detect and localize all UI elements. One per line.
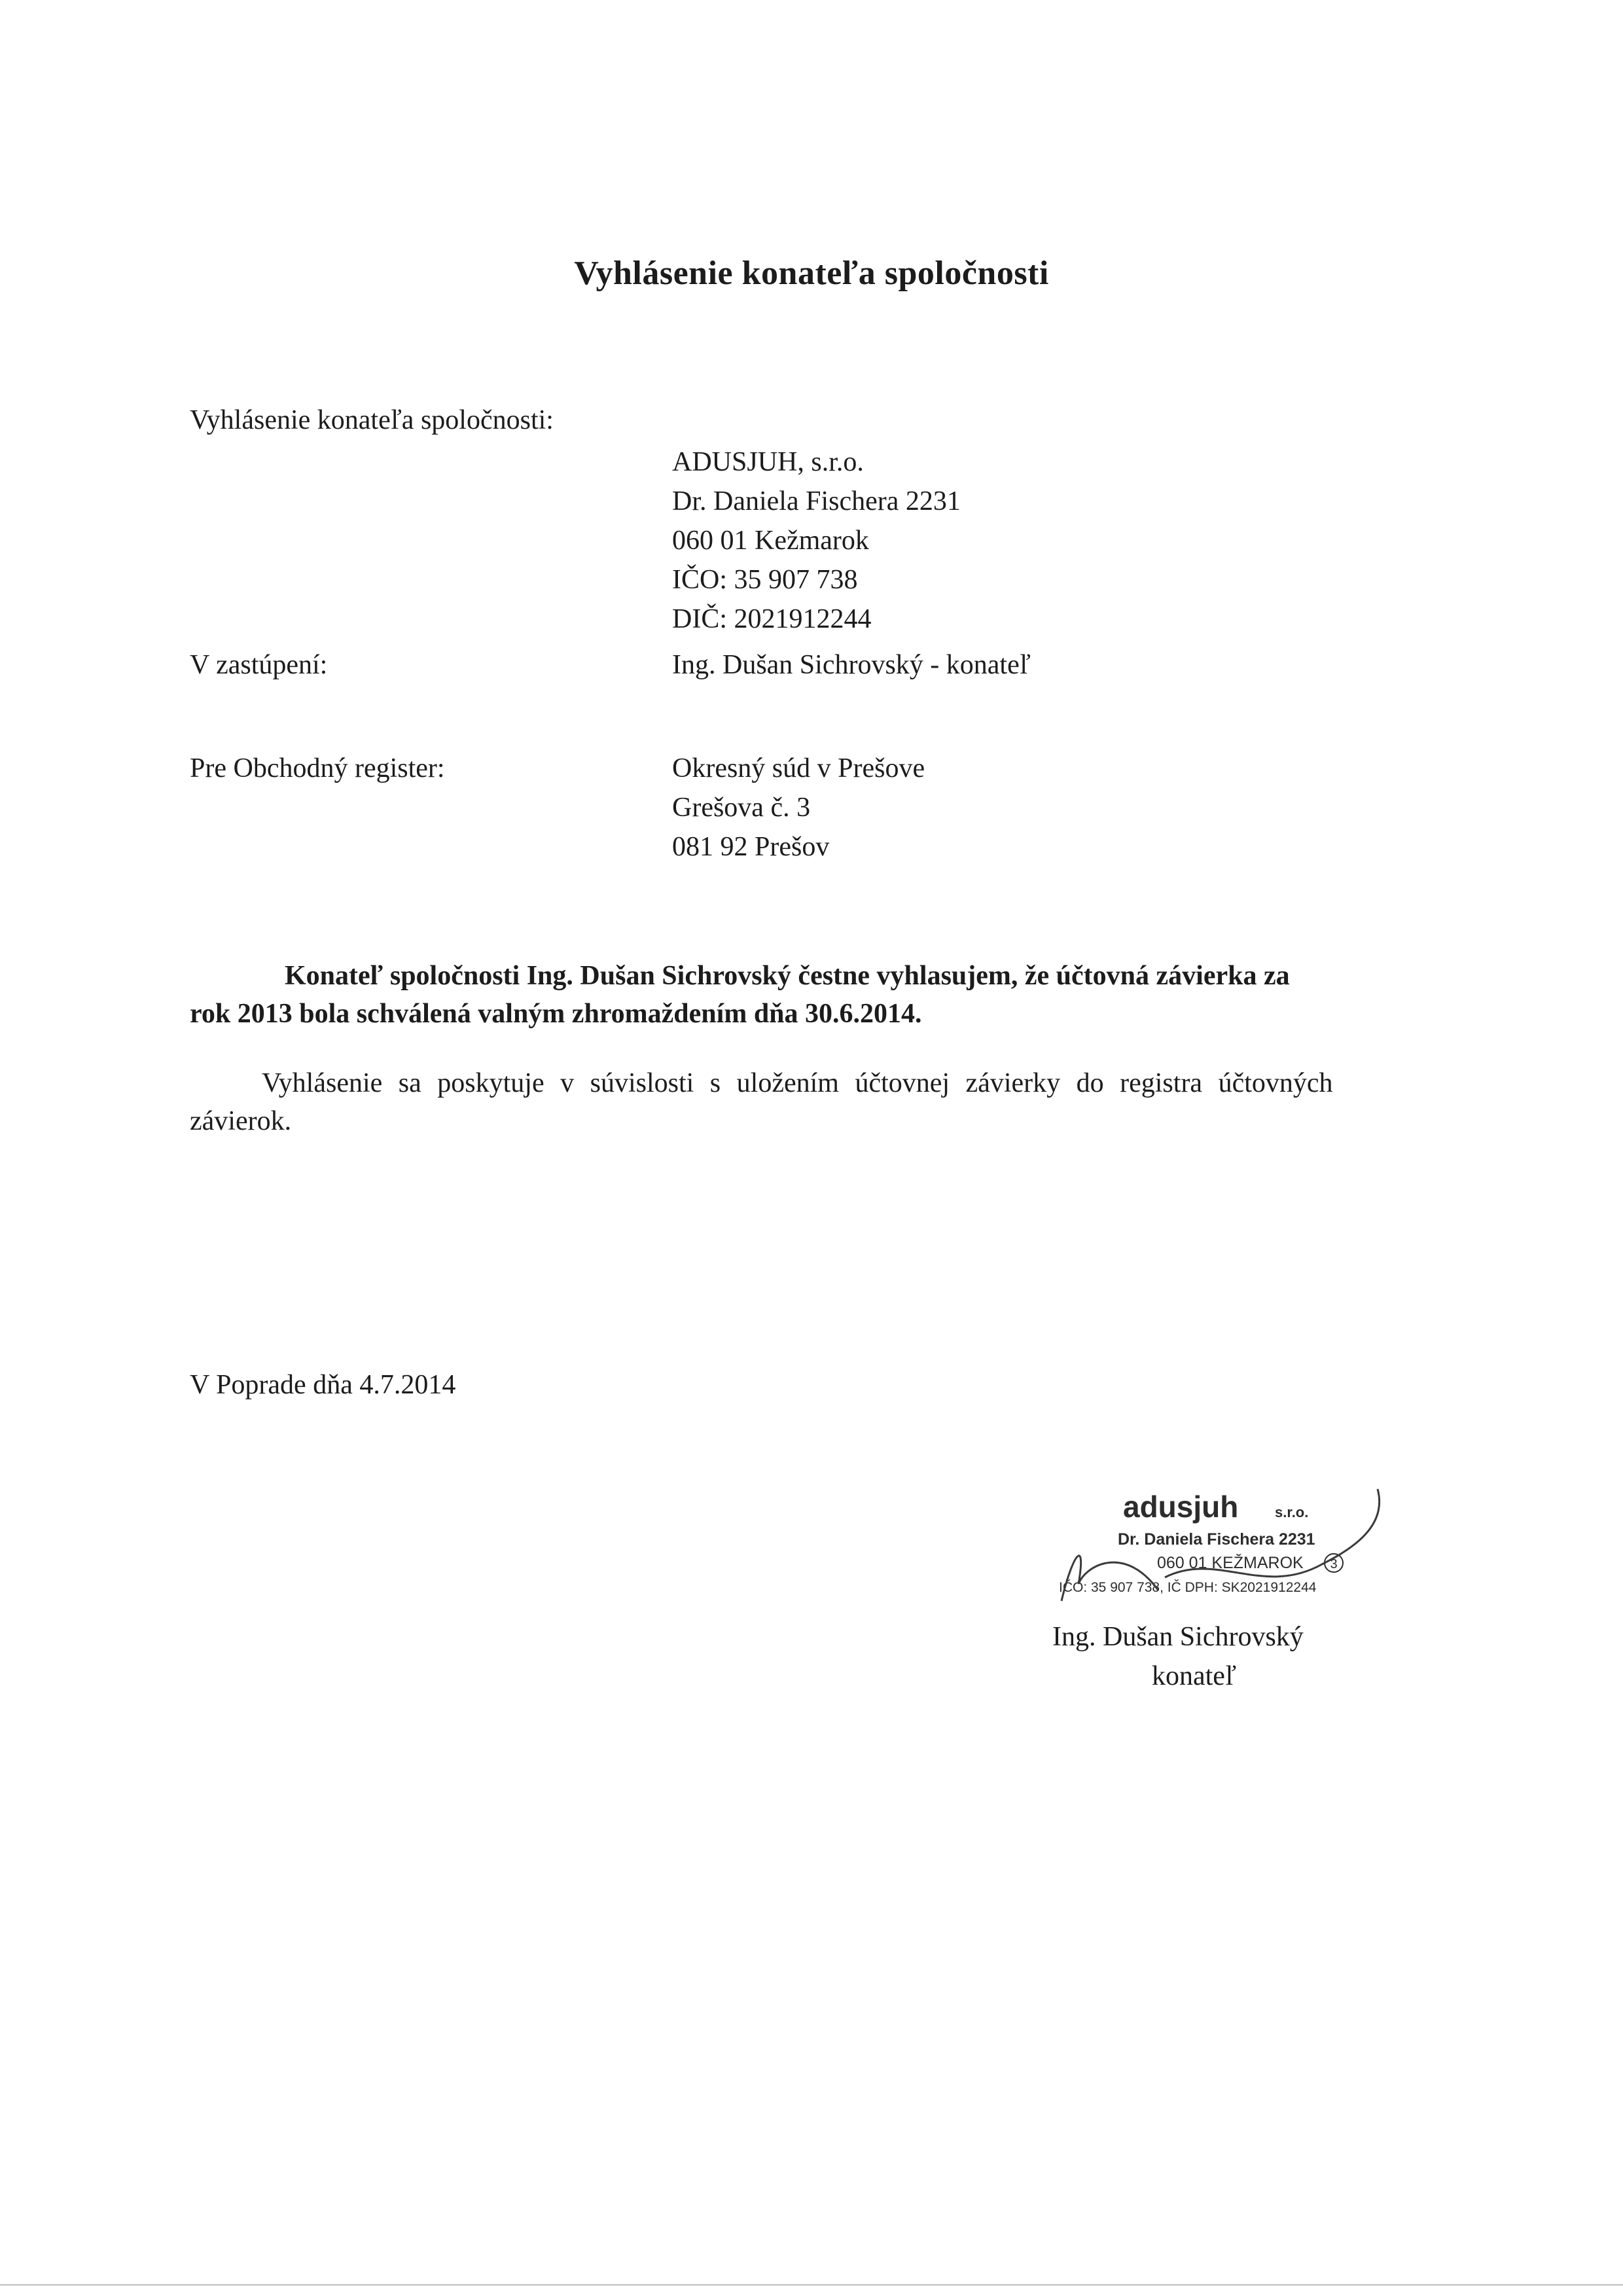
stamp-address: Dr. Daniela Fischera 2231 (1118, 1530, 1315, 1549)
representation-label: V zastúpení: (190, 650, 328, 680)
company-name: ADUSJUH, s.r.o. (672, 447, 864, 477)
declaration-line-2: rok 2013 bola schválená valným zhromaždením dňa 30.6.2014. (190, 999, 922, 1029)
company-ico: IČO: 35 907 738 (672, 565, 858, 595)
declaration-paragraph (190, 957, 1420, 1033)
register-street: Grešova č. 3 (672, 793, 811, 823)
register-details (672, 749, 925, 867)
declaration-line-1: Konateľ spoločnosti Ing. Dušan Sichrovský čestne vyhlasujem, že účtovná závierka za (285, 961, 1290, 991)
note-line-2: závierok. (190, 1106, 292, 1136)
register-label: Pre Obchodný register: (190, 753, 445, 783)
register-court: Okresný súd v Prešove (672, 753, 925, 783)
company-dic: DIČ: 2021912244 (672, 604, 872, 634)
stamp-suffix: s.r.o. (1275, 1504, 1309, 1520)
note-line-1: Vyhlásenie sa poskytuje v súvislosti s uložením účtovnej závierky do registra účtovných (262, 1068, 1333, 1098)
company-details (672, 442, 961, 639)
stamp-logo: adusjuh (1123, 1490, 1239, 1524)
scan-edge-line (0, 2284, 1623, 2286)
company-street: Dr. Daniela Fischera 2231 (672, 486, 961, 516)
signatory-name: Ing. Dušan Sichrovský (1052, 1622, 1304, 1652)
document-title: Vyhlásenie konateľa spoločnosti (574, 255, 1049, 292)
stamp-city: 060 01 KEŽMAROK (1157, 1554, 1304, 1572)
note-paragraph (190, 1064, 1433, 1140)
signatory-role: konateľ (1152, 1661, 1237, 1691)
register-city: 081 92 Prešov (672, 832, 830, 862)
place-date: V Poprade dňa 4.7.2014 (190, 1370, 456, 1400)
representation-value: Ing. Dušan Sichrovský - konateľ (672, 650, 1031, 680)
company-label: Vyhlásenie konateľa spoločnosti: (190, 405, 554, 435)
company-stamp (1047, 1486, 1400, 1617)
stamp-number: 3 (1330, 1557, 1338, 1571)
company-city: 060 01 Kežmarok (672, 526, 869, 556)
stamp-ids: IČO: 35 907 738, IČ DPH: SK2021912244 (1059, 1580, 1317, 1595)
